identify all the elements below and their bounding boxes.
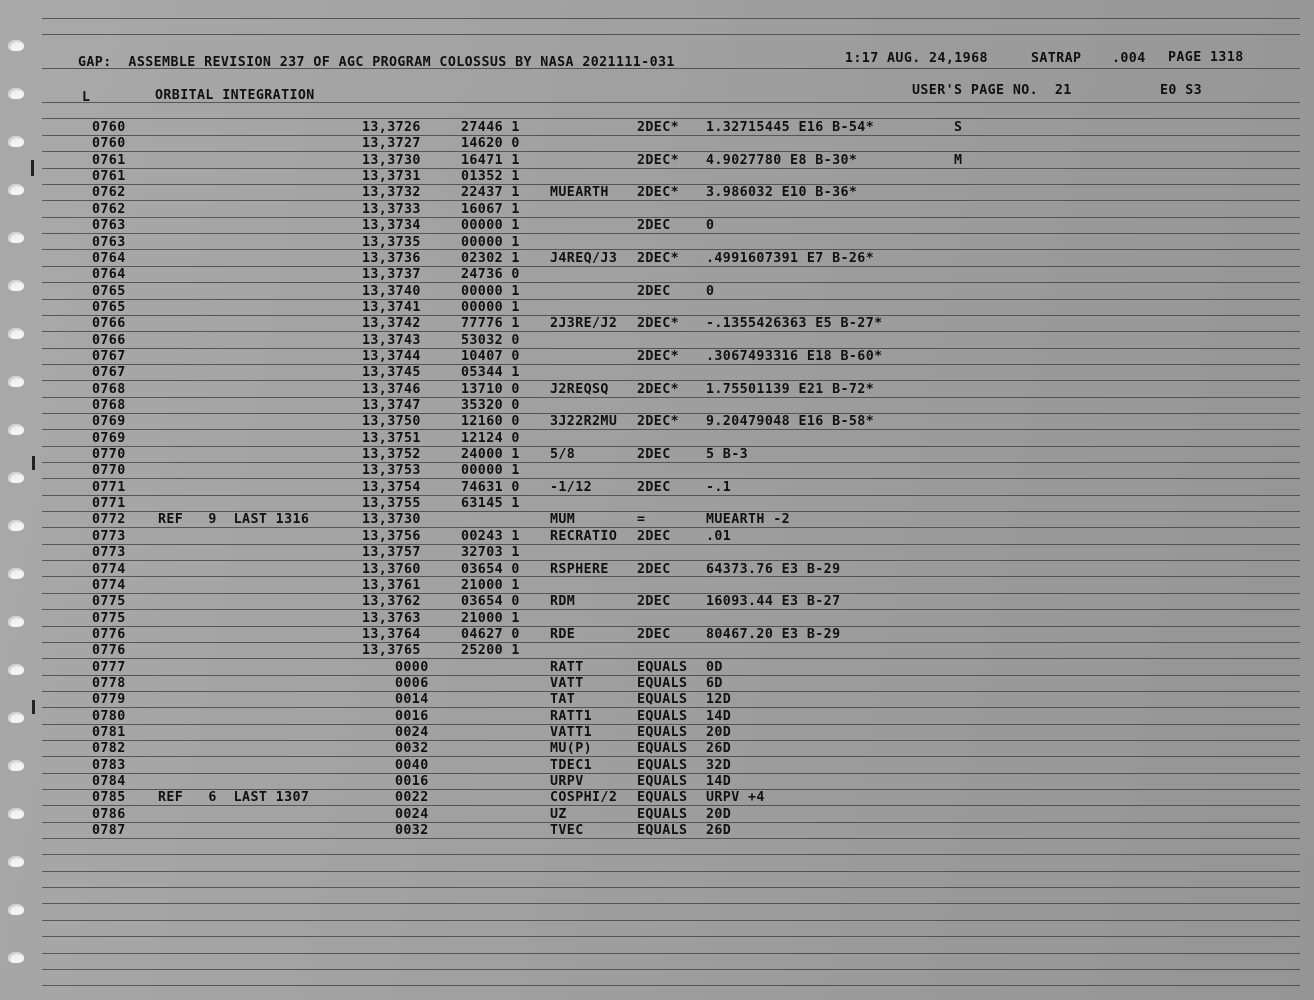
- line-number: 0761: [92, 152, 126, 168]
- operand: 14D: [706, 774, 732, 789]
- ruled-line: [42, 135, 1300, 136]
- tractor-feed-holes: [0, 0, 40, 1000]
- address: 13,3761: [362, 577, 421, 593]
- ruled-line: [42, 887, 1300, 888]
- address: 13,3733: [362, 201, 421, 217]
- operand: 80467.20 E3 B-29: [706, 626, 841, 642]
- operand: 9.20479048 E16 B-58*: [706, 414, 875, 430]
- opcode: =: [637, 512, 646, 528]
- address: 13,3746: [362, 381, 421, 397]
- ruled-line: [42, 282, 1300, 283]
- line-number: 0769: [92, 414, 126, 430]
- ruled-line: [42, 397, 1300, 398]
- line-number: 0768: [92, 398, 126, 413]
- feed-hole: [8, 472, 24, 483]
- address: 13,3747: [362, 398, 421, 413]
- opcode: 2DEC: [637, 283, 671, 299]
- octal-word: 21000 1: [461, 577, 520, 593]
- ruled-line: [42, 118, 1300, 119]
- octal-word: 12124 0: [461, 430, 520, 446]
- symbol-label: TVEC: [550, 823, 584, 839]
- feed-hole: [8, 568, 24, 579]
- operand: 4.9027780 E8 B-30*: [706, 152, 858, 168]
- header-code: .004: [1112, 51, 1146, 66]
- address: 0024: [395, 806, 429, 822]
- ruled-line: [42, 364, 1300, 365]
- octal-word: 12160 0: [461, 414, 520, 430]
- feed-hole: [8, 280, 24, 291]
- octal-word: 24000 1: [461, 447, 520, 462]
- line-number: 0769: [92, 430, 126, 446]
- operand: 1.75501139 E21 B-72*: [706, 381, 875, 397]
- operand: 12D: [706, 692, 732, 708]
- line-number: 0763: [92, 218, 126, 234]
- ruled-line: [42, 478, 1300, 479]
- octal-word: 16471 1: [461, 152, 520, 168]
- address: 0016: [395, 774, 429, 789]
- octal-word: 00000 1: [461, 234, 520, 250]
- octal-word: 27446 1: [461, 120, 520, 135]
- octal-word: 74631 0: [461, 479, 520, 495]
- feed-hole: [8, 184, 24, 195]
- ruled-line: [42, 266, 1300, 267]
- operand: .01: [706, 528, 732, 544]
- opcode: 2DEC: [637, 479, 671, 495]
- address: 13,3760: [362, 561, 421, 577]
- feed-hole: [8, 520, 24, 531]
- edge-mark: [32, 700, 35, 714]
- ruled-line: [42, 838, 1300, 839]
- opcode: EQUALS: [637, 806, 688, 822]
- line-number: 0779: [92, 692, 126, 708]
- edge-mark: [31, 160, 34, 176]
- line-number: 0774: [92, 561, 126, 577]
- symbol-label: 3J22R2MU: [550, 414, 618, 430]
- line-number: 0767: [92, 348, 126, 364]
- symbol-label: COSPHI/2: [550, 790, 618, 806]
- octal-word: 04627 0: [461, 626, 520, 642]
- opcode: 2DEC*: [637, 120, 680, 135]
- operand: -.1355426363 E5 B-27*: [706, 316, 883, 332]
- line-number: 0766: [92, 316, 126, 332]
- line-number: 0787: [92, 823, 126, 839]
- opcode: 2DEC: [637, 594, 671, 610]
- address: 13,3755: [362, 496, 421, 512]
- address: 13,3750: [362, 414, 421, 430]
- ruled-line: [42, 920, 1300, 921]
- address: 13,3754: [362, 479, 421, 495]
- ruled-line: [42, 18, 1300, 19]
- feed-hole: [8, 328, 24, 339]
- line-number: 0766: [92, 332, 126, 348]
- line-number: 0776: [92, 626, 126, 642]
- octal-word: 14620 0: [461, 136, 520, 152]
- edge-mark: [32, 456, 35, 470]
- octal-word: 00000 1: [461, 283, 520, 299]
- operand: 20D: [706, 725, 732, 740]
- address: 13,3731: [362, 169, 421, 185]
- ruled-line: [42, 168, 1300, 169]
- line-number: 0782: [92, 741, 126, 757]
- opcode: 2DEC: [637, 218, 671, 234]
- symbol-label: RATT: [550, 659, 584, 675]
- octal-word: 13710 0: [461, 381, 520, 397]
- opcode: EQUALS: [637, 774, 688, 789]
- feed-hole: [8, 952, 24, 963]
- header-title: GAP: ASSEMBLE REVISION 237 OF AGC PROGRAM COLOSSUS BY NASA 2021111-031: [78, 55, 675, 70]
- feed-hole: [8, 760, 24, 771]
- address: 13,3765: [362, 643, 421, 659]
- line-number: 0773: [92, 528, 126, 544]
- line-number: 0771: [92, 496, 126, 512]
- symbol-label: TAT: [550, 692, 576, 708]
- feed-hole: [8, 40, 24, 51]
- octal-word: 00243 1: [461, 528, 520, 544]
- address: 13,3756: [362, 528, 421, 544]
- ruled-line: [42, 953, 1300, 954]
- octal-word: 53032 0: [461, 332, 520, 348]
- symbol-label: -1/12: [550, 479, 593, 495]
- symbol-label: J4REQ/J3: [550, 250, 618, 266]
- ruled-line: [42, 462, 1300, 463]
- line-number: 0783: [92, 757, 126, 773]
- line-number: 0768: [92, 381, 126, 397]
- opcode: EQUALS: [637, 659, 688, 675]
- line-number: 0778: [92, 675, 126, 691]
- symbol-label: VATT1: [550, 725, 593, 740]
- operand: -.1: [706, 479, 732, 495]
- operand: 64373.76 E3 B-29: [706, 561, 841, 577]
- opcode: EQUALS: [637, 741, 688, 757]
- symbol-label: RATT1: [550, 708, 593, 724]
- octal-word: 16067 1: [461, 201, 520, 217]
- address: 13,3752: [362, 447, 421, 462]
- address: 0040: [395, 757, 429, 773]
- line-number: 0767: [92, 365, 126, 381]
- opcode: EQUALS: [637, 692, 688, 708]
- feed-hole: [8, 904, 24, 915]
- octal-word: 05344 1: [461, 365, 520, 381]
- ruled-line: [42, 593, 1300, 594]
- symbol-label: 2J3RE/J2: [550, 316, 618, 332]
- octal-word: 00000 1: [461, 463, 520, 479]
- line-number: 0771: [92, 479, 126, 495]
- address: 13,3726: [362, 120, 421, 135]
- address: 13,3764: [362, 626, 421, 642]
- octal-word: 10407 0: [461, 348, 520, 364]
- octal-word: 00000 1: [461, 299, 520, 315]
- opcode: 2DEC*: [637, 381, 680, 397]
- opcode: 2DEC*: [637, 316, 680, 332]
- octal-word: 03654 0: [461, 594, 520, 610]
- address: 13,3745: [362, 365, 421, 381]
- address: 13,3735: [362, 234, 421, 250]
- octal-word: 32703 1: [461, 545, 520, 561]
- octal-word: 00000 1: [461, 218, 520, 234]
- users-page-number: USER'S PAGE NO. 21: [912, 83, 1072, 98]
- octal-word: 21000 1: [461, 610, 520, 626]
- address: 13,3762: [362, 594, 421, 610]
- line-number: 0762: [92, 185, 126, 201]
- ruled-line: [42, 642, 1300, 643]
- symbol-label: RECRATIO: [550, 528, 618, 544]
- ruled-line: [42, 299, 1300, 300]
- opcode: 2DEC*: [637, 414, 680, 430]
- ruled-line: [42, 495, 1300, 496]
- opcode: EQUALS: [637, 708, 688, 724]
- line-number: 0786: [92, 806, 126, 822]
- feed-hole: [8, 424, 24, 435]
- symbol-label: RDE: [550, 626, 576, 642]
- operand: 14D: [706, 708, 732, 724]
- ref-info: REF 9 LAST 1316: [158, 512, 310, 528]
- line-number: 0772: [92, 512, 126, 528]
- octal-word: 01352 1: [461, 169, 520, 185]
- opcode: 2DEC*: [637, 185, 680, 201]
- opcode: 2DEC*: [637, 250, 680, 266]
- ruled-line: [42, 233, 1300, 234]
- octal-word: 77776 1: [461, 316, 520, 332]
- line-number: 0764: [92, 267, 126, 283]
- symbol-label: MUM: [550, 512, 576, 528]
- address: 0014: [395, 692, 429, 708]
- octal-word: 63145 1: [461, 496, 520, 512]
- address: 13,3730: [362, 512, 421, 528]
- address: 13,3743: [362, 332, 421, 348]
- feed-hole: [8, 856, 24, 867]
- address: 0000: [395, 659, 429, 675]
- ruled-line: [42, 34, 1300, 35]
- line-number: 0764: [92, 250, 126, 266]
- line-number: 0765: [92, 283, 126, 299]
- feed-hole: [8, 88, 24, 99]
- comment: M: [954, 152, 963, 168]
- opcode: EQUALS: [637, 757, 688, 773]
- ref-info: REF 6 LAST 1307: [158, 790, 310, 806]
- feed-hole: [8, 232, 24, 243]
- ruled-line: [42, 871, 1300, 872]
- address: 13,3737: [362, 267, 421, 283]
- address: 0024: [395, 725, 429, 740]
- ruled-line: [42, 576, 1300, 577]
- ruled-line: [42, 626, 1300, 627]
- octal-word: 25200 1: [461, 643, 520, 659]
- address: 13,3763: [362, 610, 421, 626]
- ruled-line: [42, 609, 1300, 610]
- octal-word: 03654 0: [461, 561, 520, 577]
- octal-word: 35320 0: [461, 398, 520, 413]
- ruled-line: [42, 985, 1300, 986]
- line-number: 0776: [92, 643, 126, 659]
- ruled-line: [42, 217, 1300, 218]
- ruled-line: [42, 936, 1300, 937]
- symbol-label: VATT: [550, 675, 584, 691]
- ruled-line: [42, 560, 1300, 561]
- ruled-line: [42, 854, 1300, 855]
- comment: S: [954, 120, 963, 135]
- symbol-label: J2REQSQ: [550, 381, 609, 397]
- feed-hole: [8, 376, 24, 387]
- operand: 0: [706, 283, 715, 299]
- header-user: SATRAP: [1031, 51, 1082, 66]
- line-number: 0770: [92, 447, 126, 462]
- address: 13,3742: [362, 316, 421, 332]
- line-number: 0785: [92, 790, 126, 806]
- line-number: 0770: [92, 463, 126, 479]
- operand: 16093.44 E3 B-27: [706, 594, 841, 610]
- octal-word: 02302 1: [461, 250, 520, 266]
- operand: 0: [706, 218, 715, 234]
- address: 13,3751: [362, 430, 421, 446]
- address: 13,3734: [362, 218, 421, 234]
- operand: 0D: [706, 659, 723, 675]
- header-page: PAGE 1318: [1168, 50, 1244, 65]
- line-number: 0781: [92, 725, 126, 740]
- line-number: 0780: [92, 708, 126, 724]
- line-number: 0761: [92, 169, 126, 185]
- opcode: 2DEC*: [637, 348, 680, 364]
- symbol-label: MUEARTH: [550, 185, 609, 201]
- line-number: 0784: [92, 774, 126, 789]
- address: 0006: [395, 675, 429, 691]
- line-number: 0760: [92, 136, 126, 152]
- operand: .4991607391 E7 B-26*: [706, 250, 875, 266]
- address: 13,3741: [362, 299, 421, 315]
- opcode: EQUALS: [637, 725, 688, 740]
- operand: 1.32715445 E16 B-54*: [706, 120, 875, 135]
- operand: 5 B-3: [706, 447, 749, 462]
- section-title: ORBITAL INTEGRATION: [155, 88, 315, 103]
- opcode: EQUALS: [637, 675, 688, 691]
- operand: 26D: [706, 741, 732, 757]
- operand: .3067493316 E18 B-60*: [706, 348, 883, 364]
- symbol-label: UZ: [550, 806, 567, 822]
- opcode: 2DEC: [637, 626, 671, 642]
- symbol-label: RDM: [550, 594, 576, 610]
- address: 13,3736: [362, 250, 421, 266]
- opcode: 2DEC: [637, 447, 671, 462]
- line-number: 0777: [92, 659, 126, 675]
- feed-hole: [8, 712, 24, 723]
- line-number: 0773: [92, 545, 126, 561]
- line-number: 0765: [92, 299, 126, 315]
- opcode: 2DEC: [637, 528, 671, 544]
- octal-word: 22437 1: [461, 185, 520, 201]
- operand: MUEARTH -2: [706, 512, 791, 528]
- operand: 3.986032 E10 B-36*: [706, 185, 858, 201]
- line-number: 0775: [92, 610, 126, 626]
- feed-hole: [8, 136, 24, 147]
- feed-hole: [8, 616, 24, 627]
- address: 0016: [395, 708, 429, 724]
- ruled-line: [42, 446, 1300, 447]
- address: 0022: [395, 790, 429, 806]
- opcode: 2DEC: [637, 561, 671, 577]
- symbol-label: URPV: [550, 774, 584, 789]
- operand: URPV +4: [706, 790, 765, 806]
- opcode: 2DEC*: [637, 152, 680, 168]
- operand: 32D: [706, 757, 732, 773]
- line-number: 0775: [92, 594, 126, 610]
- symbol-label: MU(P): [550, 741, 593, 757]
- feed-hole: [8, 808, 24, 819]
- line-number: 0760: [92, 120, 126, 135]
- address: 0032: [395, 741, 429, 757]
- symbol-label: RSPHERE: [550, 561, 609, 577]
- octal-word: 24736 0: [461, 267, 520, 283]
- operand: 6D: [706, 675, 723, 691]
- opcode: EQUALS: [637, 823, 688, 839]
- ruled-line: [42, 544, 1300, 545]
- line-number: 0774: [92, 577, 126, 593]
- line-number: 0763: [92, 234, 126, 250]
- address: 13,3740: [362, 283, 421, 299]
- opcode: EQUALS: [637, 790, 688, 806]
- address: 13,3757: [362, 545, 421, 561]
- operand: 20D: [706, 806, 732, 822]
- line-number: 0762: [92, 201, 126, 217]
- ruled-line: [42, 969, 1300, 970]
- address: 0032: [395, 823, 429, 839]
- address: 13,3744: [362, 348, 421, 364]
- symbol-label: 5/8: [550, 447, 576, 462]
- header-timestamp: 1:17 AUG. 24,1968: [845, 51, 988, 66]
- address: 13,3727: [362, 136, 421, 152]
- operand: 26D: [706, 823, 732, 839]
- ruled-line: [42, 903, 1300, 904]
- feed-hole: [8, 664, 24, 675]
- symbol-label: TDEC1: [550, 757, 593, 773]
- subheader-code: E0 S3: [1160, 83, 1203, 98]
- address: 13,3732: [362, 185, 421, 201]
- subheader-marker: L: [82, 90, 91, 105]
- address: 13,3753: [362, 463, 421, 479]
- address: 13,3730: [362, 152, 421, 168]
